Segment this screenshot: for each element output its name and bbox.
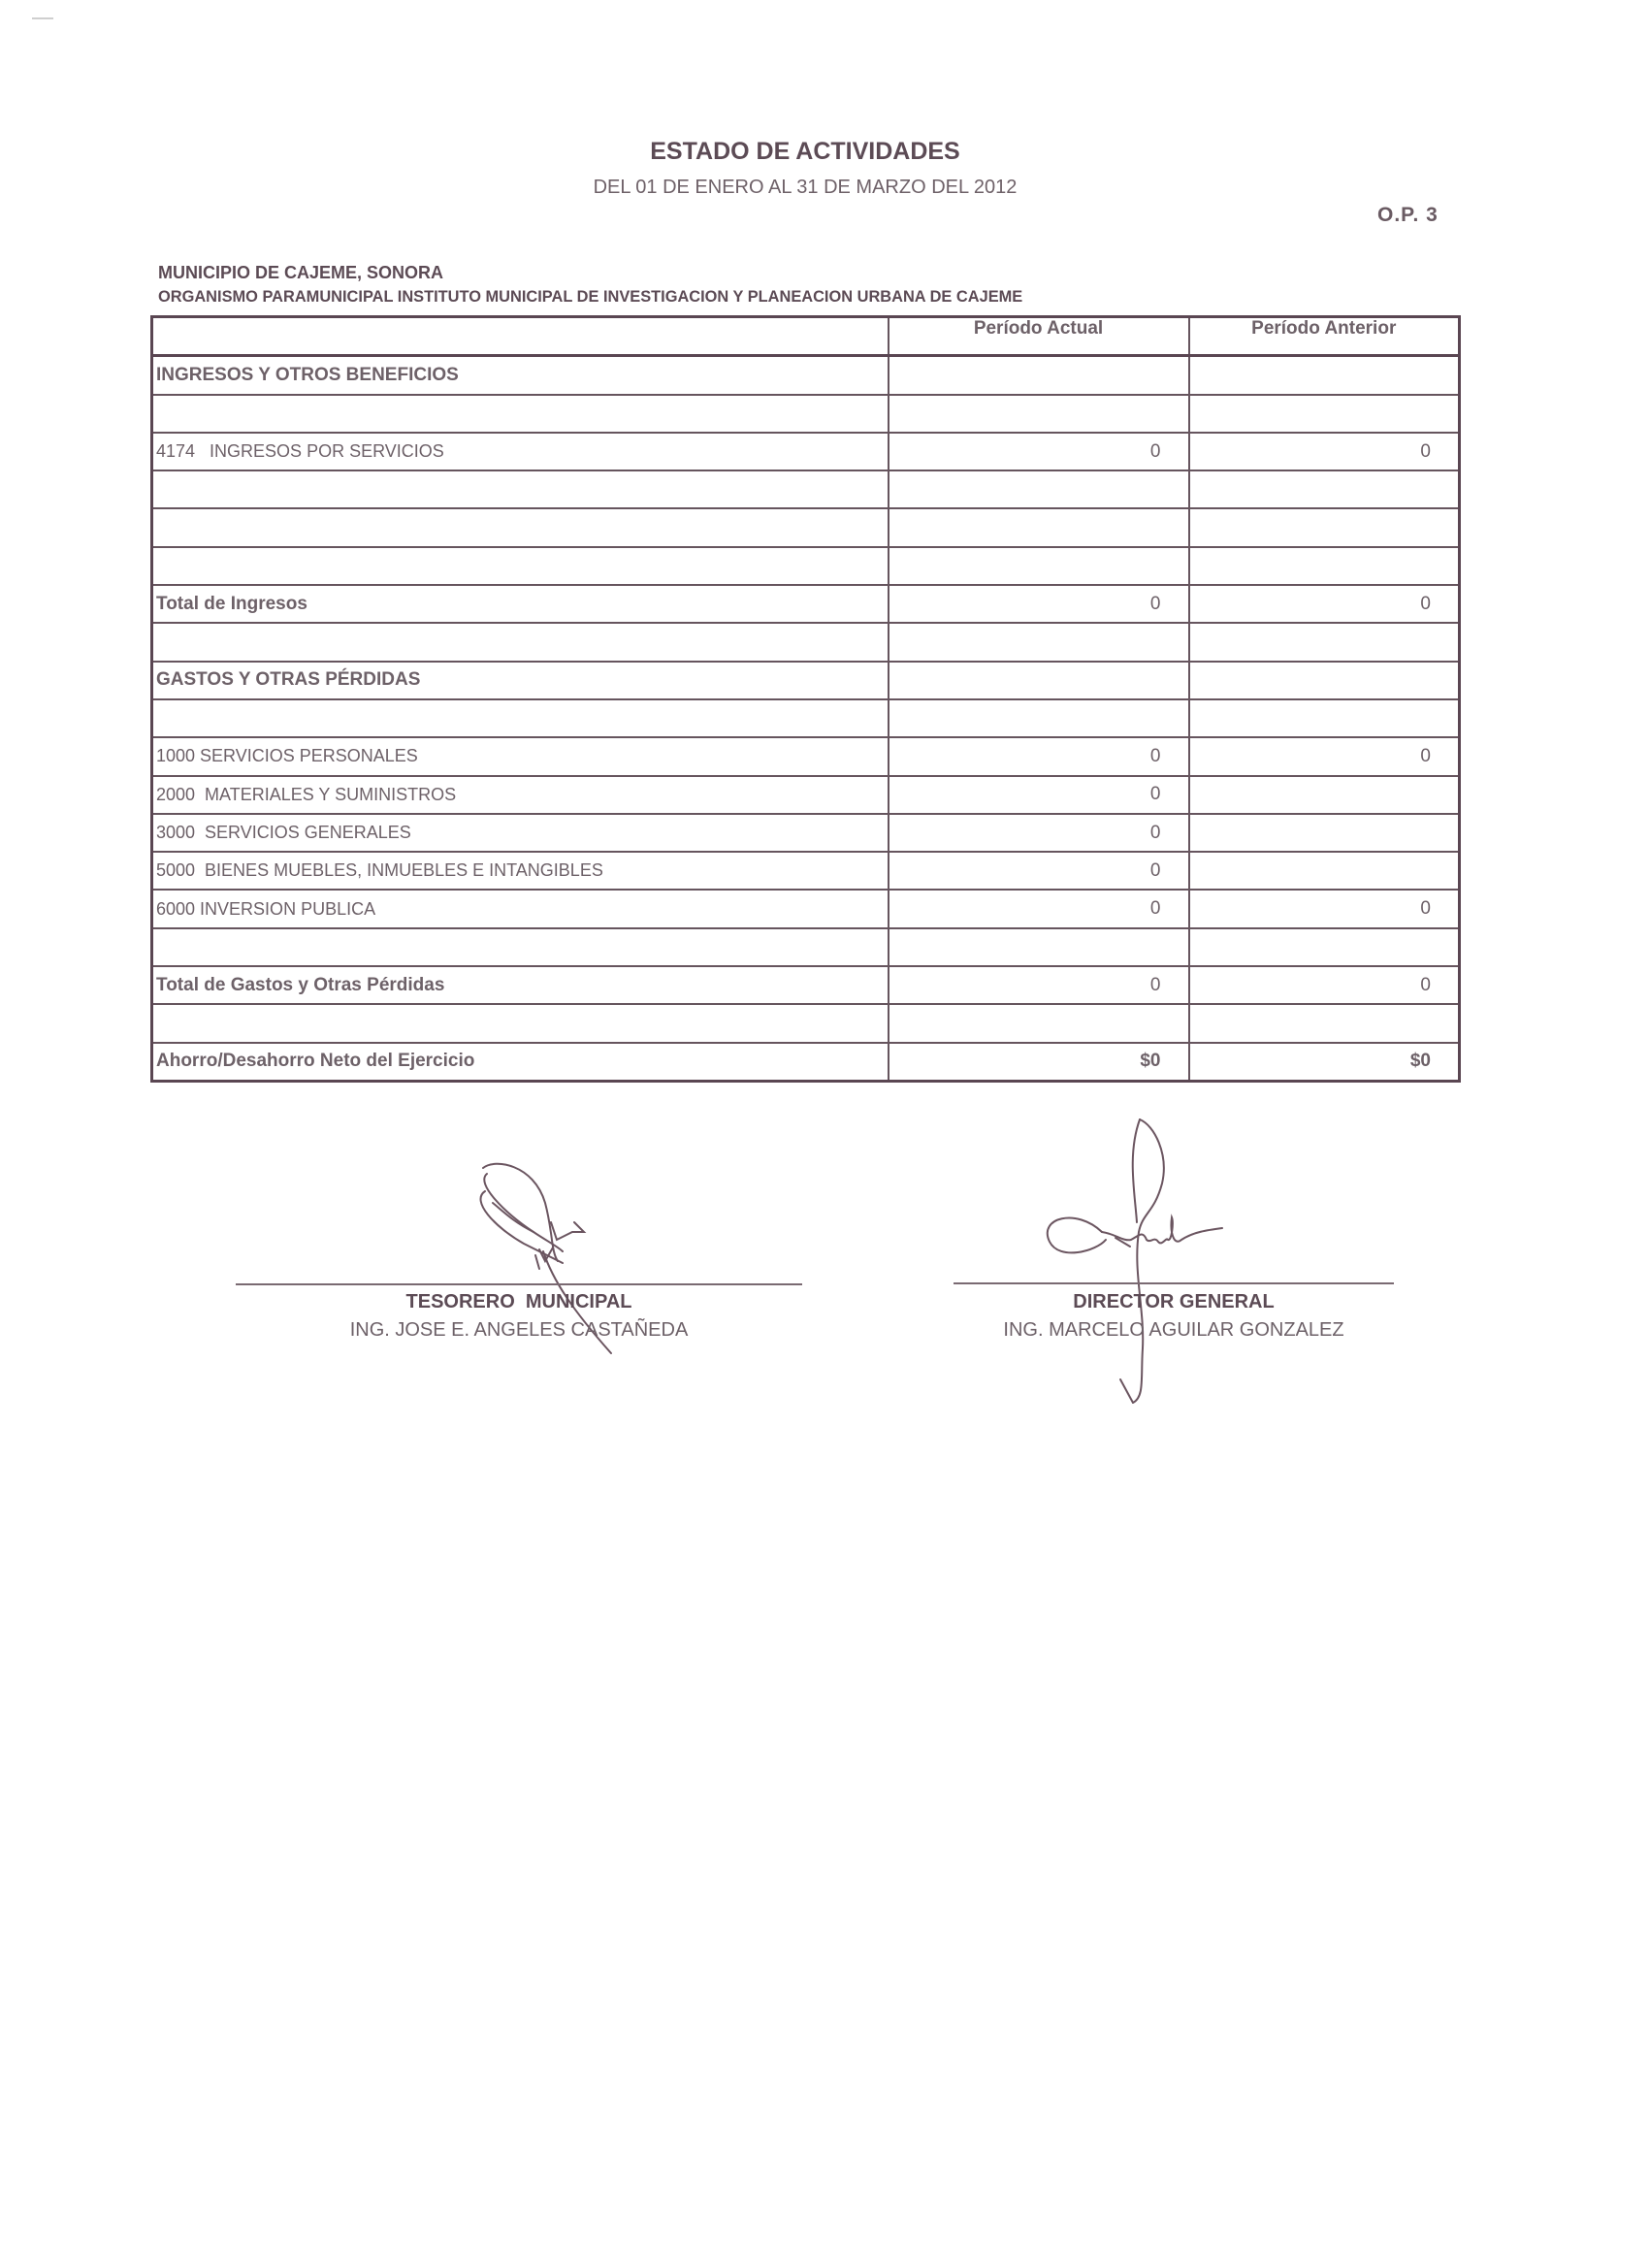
row-label: 2000 MATERIALES Y SUMINISTROS	[152, 776, 889, 814]
row-label	[152, 928, 889, 966]
director-signature	[1038, 1116, 1261, 1416]
periodo-actual-value	[889, 623, 1189, 661]
form-code: O.P. 3	[1377, 204, 1439, 226]
periodo-anterior-value: 0	[1189, 585, 1460, 623]
periodo-anterior-value	[1189, 1004, 1460, 1042]
periodo-actual-value	[889, 470, 1189, 508]
section-row	[152, 356, 1460, 395]
entity-name: MUNICIPIO DE CAJEME, SONORA	[158, 263, 444, 282]
row-label	[152, 395, 889, 433]
row-label	[152, 1004, 889, 1042]
periodo-anterior-value	[1189, 662, 1460, 699]
periodo-anterior-value: $0	[1189, 1043, 1460, 1082]
periodo-anterior-value: 0	[1189, 433, 1460, 470]
row-label: INGRESOS Y OTROS BENEFICIOS	[152, 356, 889, 395]
row-label	[152, 699, 889, 737]
column-header-periodo-anterior: Período Anterior	[1189, 317, 1460, 356]
section-row	[152, 662, 1460, 699]
periodo-actual-value: 0	[889, 737, 1189, 775]
blank-row	[152, 470, 1460, 508]
periodo-anterior-value	[1189, 547, 1460, 585]
periodo-actual-value: 0	[889, 814, 1189, 852]
row-label	[152, 470, 889, 508]
row-label: GASTOS Y OTRAS PÉRDIDAS	[152, 662, 889, 699]
item-row	[152, 890, 1460, 927]
row-label: 5000 BIENES MUEBLES, INMUEBLES E INTANGIBLES	[152, 852, 889, 890]
periodo-anterior-value	[1189, 623, 1460, 661]
blank-row	[152, 508, 1460, 546]
row-label: 3000 SERVICIOS GENERALES	[152, 814, 889, 852]
row-label: 4174 INGRESOS POR SERVICIOS	[152, 433, 889, 470]
blank-row	[152, 928, 1460, 966]
document-title: ESTADO DE ACTIVIDADES	[650, 138, 960, 165]
table-header-row	[152, 317, 1460, 356]
periodo-anterior-value	[1189, 470, 1460, 508]
periodo-actual-value	[889, 547, 1189, 585]
periodo-actual-value: 0	[889, 966, 1189, 1004]
blank-row	[152, 623, 1460, 661]
net-row	[152, 1043, 1460, 1082]
activities-statement-table	[150, 315, 1461, 1083]
treasurer-name: ING. JOSE E. ANGELES CASTAÑEDA	[349, 1319, 689, 1341]
director-signature-line	[954, 1282, 1394, 1284]
periodo-anterior-value: 0	[1189, 737, 1460, 775]
row-label: 1000 SERVICIOS PERSONALES	[152, 737, 889, 775]
periodo-anterior-value	[1189, 852, 1460, 890]
item-row	[152, 737, 1460, 775]
row-label	[152, 508, 889, 546]
periodo-actual-value	[889, 928, 1189, 966]
periodo-actual-value: 0	[889, 852, 1189, 890]
periodo-actual-value	[889, 1004, 1189, 1042]
blank-row	[152, 699, 1460, 737]
periodo-anterior-value	[1189, 928, 1460, 966]
periodo-actual-value	[889, 356, 1189, 395]
blank-row	[152, 547, 1460, 585]
director-name: ING. MARCELO AGUILAR GONZALEZ	[1003, 1319, 1344, 1341]
column-header-concept	[152, 317, 889, 356]
row-label: 6000 INVERSION PUBLICA	[152, 890, 889, 927]
periodo-actual-value: 0	[889, 776, 1189, 814]
row-label: Total de Ingresos	[152, 585, 889, 623]
periodo-anterior-value: 0	[1189, 890, 1460, 927]
column-header-periodo-actual: Período Actual	[889, 317, 1189, 356]
periodo-anterior-value	[1189, 395, 1460, 433]
item-row	[152, 776, 1460, 814]
total-row	[152, 585, 1460, 623]
periodo-anterior-value	[1189, 356, 1460, 395]
periodo-actual-value	[889, 508, 1189, 546]
periodo-actual-value	[889, 699, 1189, 737]
periodo-anterior-value	[1189, 508, 1460, 546]
total-row	[152, 966, 1460, 1004]
periodo-actual-value: 0	[889, 890, 1189, 927]
periodo-anterior-value	[1189, 814, 1460, 852]
blank-row	[152, 395, 1460, 433]
periodo-anterior-value: 0	[1189, 966, 1460, 1004]
periodo-actual-value: 0	[889, 585, 1189, 623]
document-period: DEL 01 DE ENERO AL 31 DE MARZO DEL 2012	[593, 177, 1018, 198]
item-row	[152, 852, 1460, 890]
row-label: Total de Gastos y Otras Pérdidas	[152, 966, 889, 1004]
treasurer-signature-line	[236, 1283, 802, 1285]
periodo-actual-value	[889, 662, 1189, 699]
director-title: DIRECTOR GENERAL	[1073, 1291, 1275, 1312]
periodo-actual-value	[889, 395, 1189, 433]
table-body	[152, 356, 1460, 1082]
periodo-anterior-value	[1189, 699, 1460, 737]
row-label	[152, 547, 889, 585]
item-row	[152, 433, 1460, 470]
scan-artifact	[32, 17, 53, 19]
periodo-actual-value: $0	[889, 1043, 1189, 1082]
periodo-actual-value: 0	[889, 433, 1189, 470]
periodo-anterior-value	[1189, 776, 1460, 814]
blank-row	[152, 1004, 1460, 1042]
item-row	[152, 814, 1460, 852]
treasurer-title: TESORERO MUNICIPAL	[405, 1291, 632, 1312]
row-label	[152, 623, 889, 661]
organism-name: ORGANISMO PARAMUNICIPAL INSTITUTO MUNICIPAL DE INVESTIGACION Y PLANEACION URBANA DE CAJEME	[158, 288, 1023, 306]
row-label: Ahorro/Desahorro Neto del Ejercicio	[152, 1043, 889, 1082]
